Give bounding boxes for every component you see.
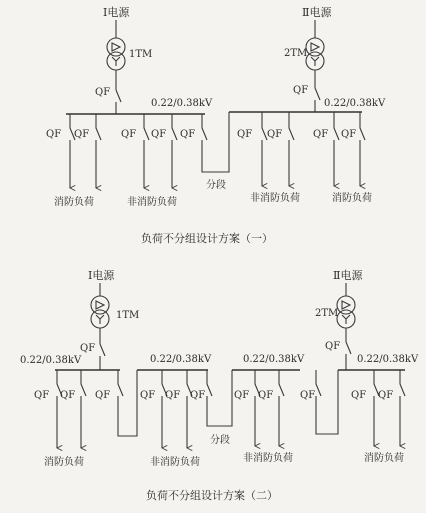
scheme-1 [46, 5, 386, 245]
transformer-1-wye-symbol [96, 315, 104, 324]
main-breaker-2 [315, 88, 320, 100]
caption-scheme-1: 负荷不分组设计方案（一） [141, 232, 273, 245]
transformer-2-primary [306, 38, 324, 56]
section-tie-line [202, 112, 229, 172]
feeder-breaker-label: QF [341, 129, 357, 140]
transformer-1-wye-symbol [112, 57, 120, 66]
section-breaker-label: QF [180, 129, 196, 140]
feeder-breaker-label: QF [74, 129, 90, 140]
transformer-2-wye-symbol [342, 315, 350, 324]
feeder-breaker [262, 112, 267, 186]
main-breaker-1-label: QF [95, 87, 111, 98]
feeder-breaker-label: QF [313, 129, 329, 140]
feeder-breaker [172, 114, 177, 188]
bus-d-voltage-label: 0.22/0.38kV [357, 354, 419, 365]
load-label-fire: 消防负荷 [54, 197, 94, 208]
feeder-breaker-label: QF [46, 129, 62, 140]
section-breaker-label: QF [190, 390, 206, 401]
source-1-label: Ⅰ电源 [103, 6, 130, 19]
main-breaker-1-label: QF [80, 343, 96, 354]
main-breaker-1 [116, 90, 121, 102]
tie-breaker-label: QF [95, 390, 111, 401]
feeder-group-1a [46, 114, 101, 208]
transformer-1-primary [107, 38, 125, 56]
feeder-breaker-label: QF [234, 390, 250, 401]
section-label: 分段 [206, 180, 226, 191]
caption-scheme-2: 负荷不分组设计方案（二） [146, 489, 278, 502]
load-label-fire: 消防负荷 [332, 193, 372, 204]
feeder-group-1b [121, 114, 177, 208]
feeder-breaker-label: QF [267, 129, 283, 140]
feeder-breaker [162, 370, 167, 448]
transformer-2-label: 2TM [284, 48, 308, 59]
feeder-breaker [57, 370, 62, 448]
feeder-breaker-label: QF [60, 390, 76, 401]
transformer-1-label: 1TM [116, 310, 140, 321]
feeder-group-c [234, 370, 293, 464]
feeder-breaker [70, 114, 75, 188]
main-breaker-2 [346, 342, 351, 354]
feeder-group-d [351, 370, 405, 464]
main-breaker-2-label: QF [293, 85, 309, 96]
feeder-breaker-label: QF [34, 390, 50, 401]
feeder-breaker [289, 112, 294, 186]
bus-1-voltage-label: 0.22/0.38kV [151, 98, 213, 109]
feeder-breaker [334, 112, 339, 186]
feeder-breaker-label: QF [140, 390, 156, 401]
transformer-1-delta-symbol [112, 43, 120, 51]
feeder-breaker [374, 370, 379, 446]
source-2-label: Ⅱ电源 [333, 269, 363, 282]
scheme-2 [20, 268, 419, 502]
section-tie-1 [180, 112, 229, 191]
feeder-breaker [96, 114, 101, 188]
feeder-breaker-label: QF [258, 390, 274, 401]
load-label-nonfire: 非消防负荷 [150, 457, 200, 468]
load-label-nonfire: 非消防负荷 [127, 197, 177, 208]
feeder-breaker [81, 370, 86, 448]
feeder-breaker [255, 370, 260, 446]
feeder-group-2a [237, 112, 300, 204]
main-breaker-2-label: QF [325, 341, 341, 352]
transformer-2-wye-symbol [311, 57, 319, 66]
transformer-1-primary [91, 296, 109, 314]
feeder-group-b [140, 370, 200, 468]
section-label: 分段 [210, 435, 230, 446]
load-label-nonfire: 非消防负荷 [250, 193, 300, 204]
bus-a-voltage-label: 0.22/0.38kV [20, 355, 82, 366]
main-breaker-1 [100, 344, 105, 356]
load-label-fire: 消防负荷 [364, 453, 404, 464]
feeder-breaker [400, 370, 405, 446]
section-tie-2 [207, 370, 232, 426]
transformer-1-label: 1TM [129, 49, 153, 60]
transformer-2-label: 2TM [315, 308, 339, 319]
feeder-breaker-label: QF [237, 129, 253, 140]
tie-line-a-b [118, 370, 137, 436]
feeder-breaker [279, 370, 284, 446]
feeder-breaker-label: QF [351, 390, 367, 401]
tie-line-c-d [316, 370, 338, 434]
feeder-breaker-label: QF [121, 129, 137, 140]
transformer-2-primary [337, 296, 355, 314]
bus-b-voltage-label: 0.22/0.38kV [150, 354, 212, 365]
bus-2-voltage-label: 0.22/0.38kV [324, 98, 386, 109]
feeder-breaker-label: QF [151, 129, 167, 140]
feeder-breaker-label: QF [165, 390, 181, 401]
tie-breaker-label: QF [300, 390, 316, 401]
transformer-1-delta-symbol [96, 301, 104, 309]
feeder-breaker-label: QF [378, 390, 394, 401]
transformer-2-delta-symbol [311, 43, 319, 51]
source-1-label: Ⅰ电源 [88, 269, 115, 282]
transformer-2-delta-symbol [342, 301, 350, 309]
feeder-group-a [34, 370, 86, 468]
feeder-breaker [187, 370, 192, 448]
load-label-nonfire: 非消防负荷 [243, 453, 293, 464]
bus-c-voltage-label: 0.22/0.38kV [243, 354, 305, 365]
feeder-group-2b [313, 112, 372, 204]
source-2-label: Ⅱ电源 [302, 6, 332, 19]
load-label-fire: 消防负荷 [44, 457, 84, 468]
feeder-breaker [360, 112, 365, 186]
feeder-breaker [144, 114, 149, 188]
